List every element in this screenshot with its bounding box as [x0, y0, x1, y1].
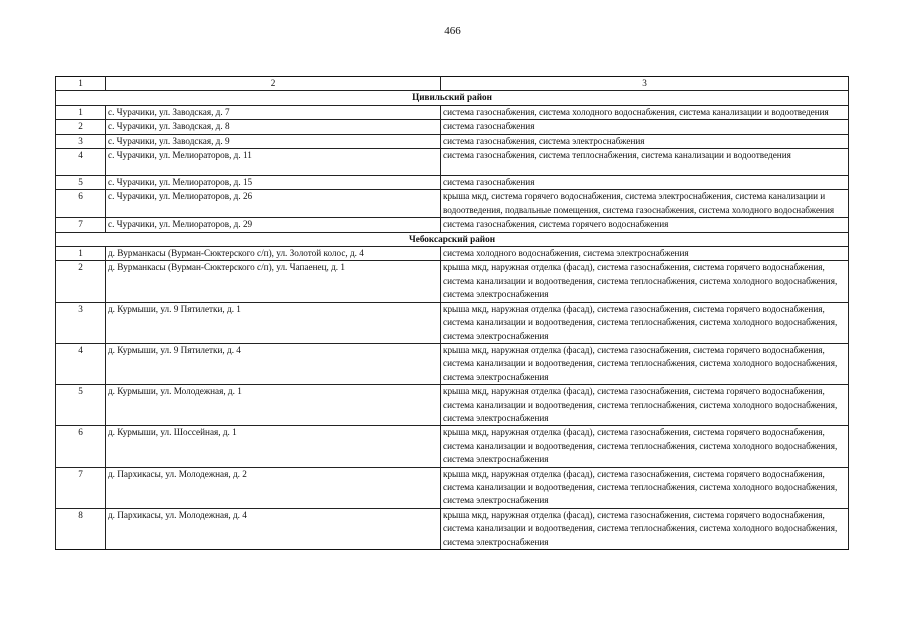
table-row: [56, 385, 849, 426]
table-row: [56, 343, 849, 384]
column-header-3: 3: [441, 77, 849, 91]
address-cell: с. Чурачики, ул. Мелиораторов, д. 29: [106, 218, 441, 232]
systems-cell: система газоснабжения, система электроснабжения: [441, 134, 849, 148]
row-number: 3: [56, 134, 106, 148]
table-row: [56, 176, 849, 190]
row-number: 6: [56, 426, 106, 467]
address-cell: с. Чурачики, ул. Заводская, д. 7: [106, 105, 441, 119]
row-number: 4: [56, 343, 106, 384]
systems-cell: крыша мкд, наружная отделка (фасад), система газоснабжения, система горячего водоснабжения, система канализации и водоотведения, система теплоснабжения, система холодного водоснабжения, система электроснабжения: [441, 302, 849, 343]
district-row: [56, 91, 849, 105]
address-cell: д. Курмыши, ул. 9 Пятилетки, д. 1: [106, 302, 441, 343]
address-cell: д. Пархикасы, ул. Молодежная, д. 2: [106, 467, 441, 508]
column-header-2: 2: [106, 77, 441, 91]
systems-cell: крыша мкд, наружная отделка (фасад), система газоснабжения, система горячего водоснабжения, система канализации и водоотведения, система теплоснабжения, система холодного водоснабжения, система электроснабжения: [441, 508, 849, 549]
table-row: [56, 426, 849, 467]
row-number: 2: [56, 261, 106, 302]
systems-cell: крыша мкд, наружная отделка (фасад), система газоснабжения, система горячего водоснабжения, система канализации и водоотведения, система теплоснабжения, система холодного водоснабжения, система электроснабжения: [441, 426, 849, 467]
systems-cell: крыша мкд, наружная отделка (фасад), система газоснабжения, система горячего водоснабжения, система канализации и водоотведения, система теплоснабжения, система холодного водоснабжения, система электроснабжения: [441, 343, 849, 384]
systems-cell: система газоснабжения, система горячего водоснабжения: [441, 218, 849, 232]
table-row: [56, 190, 849, 218]
systems-cell: система газоснабжения, система холодного водоснабжения, система канализации и водоотведения: [441, 105, 849, 119]
row-number: 1: [56, 247, 106, 261]
table-row: [56, 105, 849, 119]
district-name: Цивильский район: [56, 91, 849, 105]
table-row: [56, 134, 849, 148]
row-number: 6: [56, 190, 106, 218]
address-cell: д. Курмыши, ул. 9 Пятилетки, д. 4: [106, 343, 441, 384]
table-body: [56, 77, 849, 550]
row-number: 5: [56, 385, 106, 426]
table-row: [56, 247, 849, 261]
row-number: 1: [56, 105, 106, 119]
table-row: [56, 218, 849, 232]
row-number: 4: [56, 149, 106, 176]
column-header-1: 1: [56, 77, 106, 91]
row-number: 7: [56, 218, 106, 232]
table-row: [56, 120, 849, 134]
systems-cell: система газоснабжения, система теплоснабжения, система канализации и водоотведения: [441, 149, 849, 176]
table-row: [56, 508, 849, 549]
systems-cell: система газоснабжения: [441, 176, 849, 190]
row-number: 5: [56, 176, 106, 190]
systems-cell: крыша мкд, наружная отделка (фасад), система газоснабжения, система горячего водоснабжения, система канализации и водоотведения, система теплоснабжения, система холодного водоснабжения, система электроснабжения: [441, 385, 849, 426]
systems-cell: система газоснабжения: [441, 120, 849, 134]
district-row: [56, 232, 849, 246]
systems-cell: крыша мкд, наружная отделка (фасад), система газоснабжения, система горячего водоснабжения, система канализации и водоотведения, система теплоснабжения, система холодного водоснабжения, система электроснабжения: [441, 467, 849, 508]
systems-cell: система холодного водоснабжения, система электроснабжения: [441, 247, 849, 261]
table-row: [56, 261, 849, 302]
address-cell: с. Чурачики, ул. Мелиораторов, д. 11: [106, 149, 441, 176]
address-cell: д. Вурманкасы (Вурман-Сюктерского с/п), ул. Золотой колос, д. 4: [106, 247, 441, 261]
page-number: 466: [444, 25, 461, 37]
row-number: 2: [56, 120, 106, 134]
row-number: 7: [56, 467, 106, 508]
address-cell: с. Чурачики, ул. Заводская, д. 8: [106, 120, 441, 134]
systems-cell: крыша мкд, наружная отделка (фасад), система газоснабжения, система горячего водоснабжения, система канализации и водоотведения, система теплоснабжения, система холодного водоснабжения, система электроснабжения: [441, 261, 849, 302]
district-name: Чебоксарский район: [56, 232, 849, 246]
table-row: [56, 467, 849, 508]
housing-register-table: [55, 76, 849, 550]
address-cell: с. Чурачики, ул. Заводская, д. 9: [106, 134, 441, 148]
table-row: [56, 302, 849, 343]
address-cell: д. Курмыши, ул. Шоссейная, д. 1: [106, 426, 441, 467]
row-number: 3: [56, 302, 106, 343]
address-cell: с. Чурачики, ул. Мелиораторов, д. 15: [106, 176, 441, 190]
column-number-row: [56, 77, 849, 91]
systems-cell: крыша мкд, система горячего водоснабжения, система электроснабжения, система канализации и водоотведения, подвальные помещения, система газоснабжения, система холодного водоснабжения: [441, 190, 849, 218]
address-cell: д. Вурманкасы (Вурман-Сюктерского с/п), ул. Чапаенец, д. 1: [106, 261, 441, 302]
table-row: [56, 149, 849, 176]
address-cell: д. Пархикасы, ул. Молодежная, д. 4: [106, 508, 441, 549]
address-cell: с. Чурачики, ул. Мелиораторов, д. 26: [106, 190, 441, 218]
row-number: 8: [56, 508, 106, 549]
address-cell: д. Курмыши, ул. Молодежная, д. 1: [106, 385, 441, 426]
